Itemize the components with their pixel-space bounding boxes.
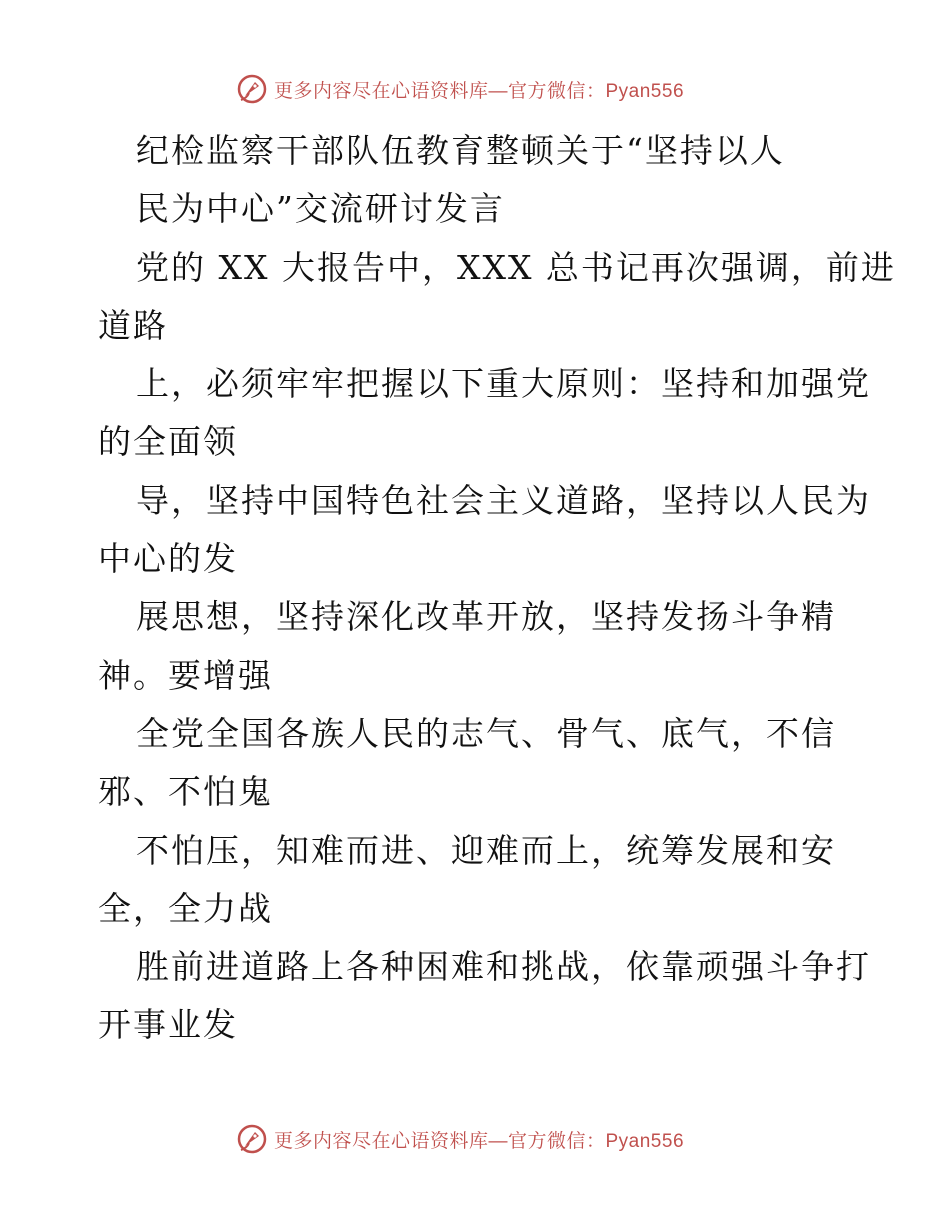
text-line: 胜前进道路上各种困难和挑战，依靠顽强斗争打 <box>136 947 871 987</box>
header-watermark <box>236 72 684 106</box>
text-line: 开事业发 <box>98 1005 238 1045</box>
text-line: 党的 XX 大报告中，XXX 总书记再次强调，前进 <box>136 247 896 287</box>
footer-watermark <box>236 1122 684 1156</box>
text-line: 民为中心”交流研讨发言 <box>136 189 505 229</box>
text-line: 导，坚持中国特色社会主义道路，坚持以人民为 <box>136 480 871 520</box>
text-line: 展思想，坚持深化改革开放，坚持发扬斗争精 <box>136 597 836 637</box>
text-line: 纪检监察干部队伍教育整顿关于“坚持以人 <box>136 131 785 170</box>
text-line: 不怕压，知难而进、迎难而上，统筹发展和安 <box>136 830 836 870</box>
pen-nib-circle-icon <box>236 1123 268 1155</box>
pen-nib-circle-icon <box>236 73 268 105</box>
text-line: 邪、不怕鬼 <box>98 772 273 812</box>
text-line: 的全面领 <box>98 422 238 462</box>
text-line: 道路 <box>98 305 168 345</box>
watermark-text: 更多内容尽在心语资料库—官方微信：Pyan556 <box>274 1130 685 1152</box>
text-line: 神。要增强 <box>98 655 273 695</box>
text-line: 全党全国各族人民的志气、骨气、底气，不信 <box>136 713 836 753</box>
text-line: 全，全力战 <box>98 888 273 928</box>
text-line: 中心的发 <box>98 539 238 579</box>
text-line: 上，必须牢牢把握以下重大原则：坚持和加强党 <box>136 364 871 404</box>
watermark-text: 更多内容尽在心语资料库—官方微信：Pyan556 <box>274 80 685 102</box>
document-body <box>98 122 896 1055</box>
